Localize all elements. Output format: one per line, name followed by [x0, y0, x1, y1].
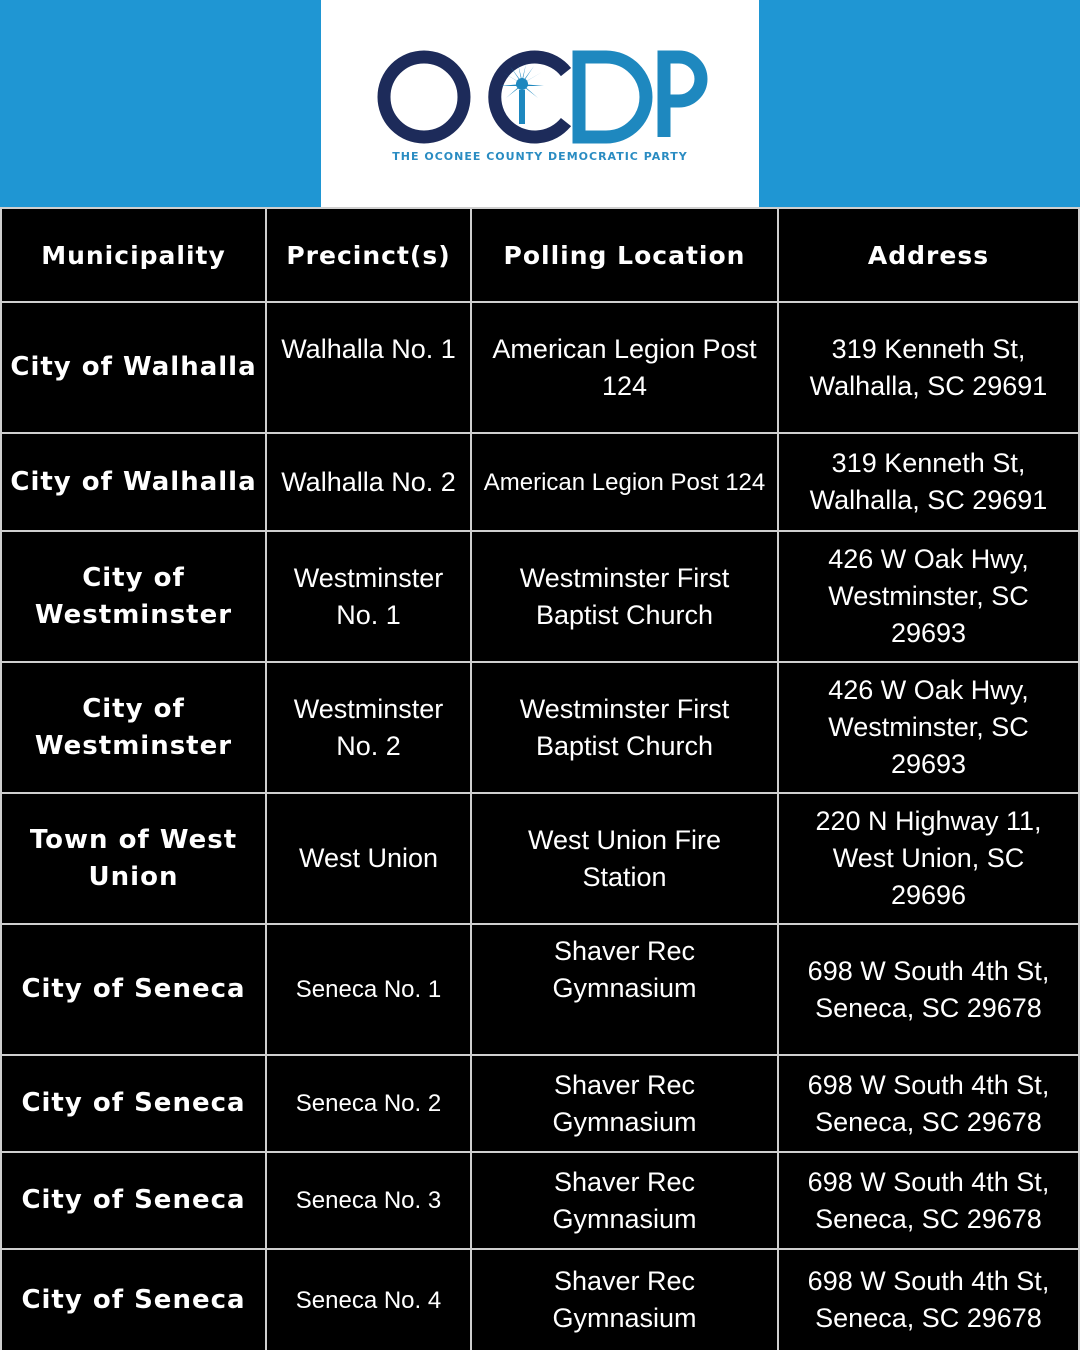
municipality-cell: City of Seneca	[21, 974, 246, 1004]
column-header-address: Address	[867, 240, 990, 270]
precinct-cell: Walhalla No. 2	[281, 466, 456, 497]
address-cell: 319 Kenneth St, Walhalla, SC 29691	[809, 448, 1048, 515]
logo	[321, 0, 759, 208]
logo-letter-c	[495, 57, 566, 137]
address-cell: 319 Kenneth St, Walhalla, SC 29691	[809, 333, 1048, 401]
precinct-cell: Westminster No. 2	[293, 693, 444, 761]
precinct-cell: Seneca No. 1	[295, 976, 442, 1003]
logo-tagline: THE OCONEE COUNTY DEMOCRATIC PARTY	[392, 150, 688, 163]
polling-location-cell: Shaver Rec Gymnasium	[552, 1266, 697, 1333]
precinct-cell: Westminster No. 1	[293, 562, 444, 630]
polling-location-cell: American Legion Post 124	[483, 468, 766, 496]
municipality-cell: City of Walhalla	[10, 466, 257, 497]
precinct-cell: Seneca No. 2	[295, 1090, 442, 1117]
polling-location-cell: Westminster First Baptist Church	[519, 693, 730, 761]
polling-location-cell: Shaver Rec Gymnasium	[552, 1069, 697, 1137]
address-cell: 698 W South 4th St, Seneca, SC 29678	[807, 955, 1050, 1023]
logo-letter-d	[579, 57, 646, 137]
precinct-cell: Seneca No. 4	[295, 1286, 442, 1314]
polling-location-cell: Westminster First Baptist Church	[519, 562, 730, 630]
column-header-polling-location: Polling Location	[503, 240, 746, 270]
municipality-cell: City of Westminster	[34, 562, 233, 630]
logo-letter-p	[664, 57, 701, 137]
polling-location-cell: West Union Fire Station	[527, 824, 722, 892]
address-cell: 220 N Highway 11, West Union, SC 29696	[815, 806, 1042, 910]
address-cell: 698 W South 4th St, Seneca, SC 29678	[807, 1069, 1050, 1137]
precinct-cell: Seneca No. 3	[295, 1187, 442, 1214]
polling-location-cell: Shaver Rec Gymnasium	[552, 936, 697, 1003]
address-cell: 698 W South 4th St, Seneca, SC 29678	[807, 1166, 1050, 1234]
precinct-cell: Walhalla No. 1	[281, 334, 456, 364]
ocdp-logo-mark	[321, 0, 759, 150]
municipality-cell: City of Westminster	[34, 693, 233, 761]
municipality-cell: Town of West Union	[29, 824, 238, 892]
polling-locations-table	[0, 207, 1080, 1350]
address-cell: 698 W South 4th St, Seneca, SC 29678	[807, 1266, 1050, 1333]
address-cell: 426 W Oak Hwy, Westminster, SC 29693	[828, 544, 1029, 648]
logo-letter-o	[384, 57, 464, 137]
column-header-municipality: Municipality	[41, 240, 226, 270]
polling-location-cell: American Legion Post 124	[492, 334, 757, 401]
polling-location-cell: Shaver Rec Gymnasium	[552, 1166, 697, 1234]
address-cell: 426 W Oak Hwy, Westminster, SC 29693	[828, 675, 1029, 779]
municipality-cell: City of Seneca	[21, 1088, 246, 1118]
column-header-precincts: Precinct(s)	[286, 240, 451, 270]
precinct-cell: West Union	[298, 843, 439, 873]
municipality-cell: City of Seneca	[21, 1185, 246, 1215]
municipality-cell: City of Seneca	[21, 1284, 246, 1315]
municipality-cell: City of Walhalla	[10, 352, 257, 382]
